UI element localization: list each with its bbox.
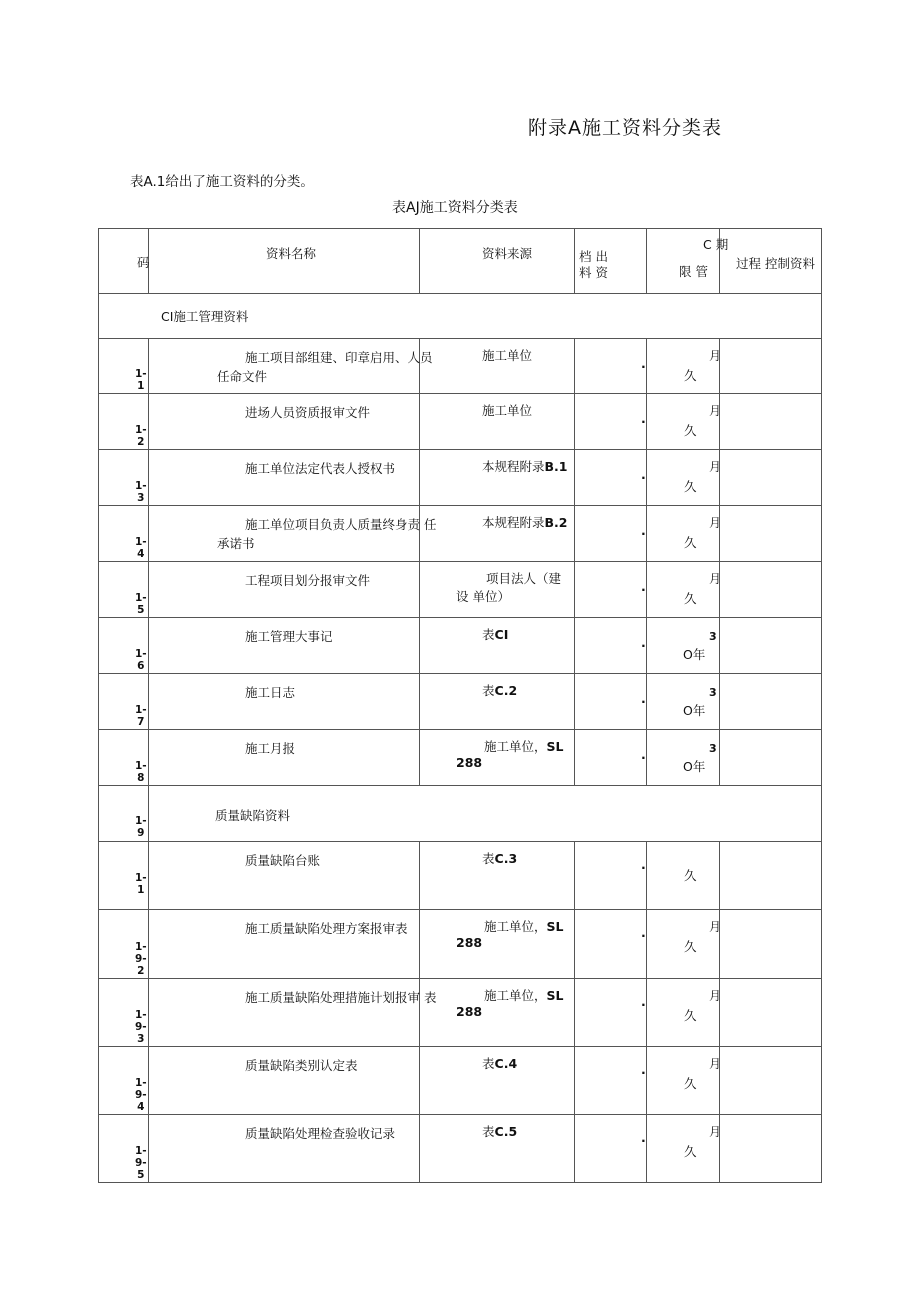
header-period-bottom: 限 管: [679, 264, 708, 279]
section-c1-cell: [99, 294, 822, 339]
header-name-cell: [149, 229, 420, 294]
row-name-line: 施工单位项目负责人质量终身责 任: [245, 517, 437, 532]
row-code-cell: [99, 339, 149, 394]
row-archive-mark: ·: [641, 1133, 646, 1148]
row-name-cell: [149, 674, 420, 730]
row-process-cell: [720, 674, 822, 730]
row-code: [135, 480, 147, 504]
row-period-cell: [647, 450, 720, 506]
row-archive-mark: ·: [641, 638, 646, 653]
row-source-line: 表CI: [482, 627, 509, 642]
row-period-value: 久: [684, 939, 697, 954]
row-code: [135, 760, 147, 784]
row-period-value: 久: [684, 1144, 697, 1159]
row-period-top: 月: [709, 1125, 722, 1139]
row-process-cell: [720, 450, 822, 506]
row-name-cell: [149, 394, 420, 450]
row-archive-cell: [575, 1047, 647, 1115]
row-code-line: 1-: [135, 704, 147, 716]
section-row-1-9: [99, 786, 822, 842]
row-archive-mark: ·: [641, 526, 646, 541]
row-source-line: 表C.5: [482, 1124, 518, 1139]
row-code: [135, 592, 147, 616]
row-code: [135, 648, 147, 672]
row-process-cell: [720, 979, 822, 1047]
row-code-line: 5: [137, 604, 145, 616]
table-row: [99, 910, 822, 979]
row-code-line: 3: [137, 1033, 145, 1045]
row-period-value: 久: [684, 1076, 697, 1091]
row-code-line: 9-: [135, 953, 147, 965]
section-19-title: 质量缺陷资料: [215, 808, 291, 823]
row-source-line: 表C.3: [482, 851, 518, 866]
row-archive-mark: ·: [641, 928, 646, 943]
row-code-line: 2: [137, 436, 145, 448]
table-row: [99, 339, 822, 394]
row-name-line: 施工质量缺陷处理方案报审表: [245, 921, 408, 936]
section-19-name-cell: [149, 786, 822, 842]
row-name: [149, 683, 449, 702]
row-name-cell: [149, 910, 420, 979]
row-process-cell: [720, 394, 822, 450]
row-code: [135, 1145, 147, 1181]
row-period-cell: [647, 506, 720, 562]
row-process-cell: [720, 842, 822, 910]
row-code-cell: [99, 506, 149, 562]
row-code-line: 4: [137, 1101, 145, 1113]
row-name-cell: [149, 1047, 420, 1115]
row-code: [135, 872, 147, 896]
row-name-cell: [149, 562, 420, 618]
row-code-line: 1-: [135, 760, 147, 772]
table-row: [99, 730, 822, 786]
row-code-line: 1-: [135, 480, 147, 492]
row-source-line: 施工单位: [482, 403, 533, 418]
section-19-code-cell: [99, 786, 149, 842]
row-code-line: 1-: [135, 648, 147, 660]
row-archive-mark: ·: [641, 694, 646, 709]
row-name-line: 工程项目划分报审文件: [245, 573, 371, 588]
row-process-cell: [720, 562, 822, 618]
row-period-value: O年: [683, 647, 706, 662]
row-period-top: 月: [709, 572, 722, 586]
header-source: 资料来源: [482, 246, 533, 261]
row-name-line: 施工管理大事记: [245, 629, 333, 644]
row-code-line: 8: [137, 772, 145, 784]
row-process-cell: [720, 506, 822, 562]
row-source-cell: [420, 562, 575, 618]
row-source-cell: [420, 1115, 575, 1183]
table-title: 表AJ施工资料分类表: [392, 200, 518, 216]
row-name: [149, 348, 449, 386]
table-row: [99, 979, 822, 1047]
row-archive-mark: ·: [641, 359, 646, 374]
row-period-top: 3: [709, 742, 717, 755]
row-name: [149, 515, 449, 553]
header-period-cell: [647, 229, 729, 294]
row-source-line: 施工单位，SL: [484, 919, 564, 934]
row-name-line: 施工单位法定代表人授权书: [245, 461, 396, 476]
row-period-value: 久: [684, 868, 697, 883]
row-code-line: 1-: [135, 424, 147, 436]
row-code-line: 1-: [135, 368, 147, 380]
table-row: [99, 674, 822, 730]
intro-text: 表A.1给出了施工资料的分类。: [130, 174, 314, 190]
row-name-line: 承诺书: [217, 536, 255, 551]
row-source-cell: [420, 1047, 575, 1115]
table-row: [99, 450, 822, 506]
header-source-cell: [420, 229, 575, 294]
row-period-cell: [647, 1115, 720, 1183]
classification-table: [98, 228, 822, 1183]
row-code-line: 1-: [135, 872, 147, 884]
row-name-line: 施工质量缺陷处理措施计划报审 表: [245, 990, 437, 1005]
row-period-cell: [647, 339, 720, 394]
header-process: 过程 控制资料: [736, 256, 815, 271]
row-archive-cell: [575, 730, 647, 786]
row-source-line: 本规程附录B.1: [482, 459, 568, 474]
row-period-cell: [647, 730, 720, 786]
row-code: [135, 368, 147, 392]
table-row: [99, 506, 822, 562]
row-period-top: 月: [709, 1057, 722, 1071]
row-code-cell: [99, 730, 149, 786]
row-name: [149, 459, 449, 478]
row-source-cell: [420, 674, 575, 730]
row-name: [149, 851, 449, 870]
row-archive-cell: [575, 506, 647, 562]
row-period-value: 久: [684, 479, 697, 494]
row-name-line: 施工月报: [245, 741, 296, 756]
row-name-line: 任命文件: [217, 369, 268, 384]
row-name-cell: [149, 506, 437, 562]
row-period-top: 月: [709, 349, 722, 363]
row-archive-cell: [575, 979, 647, 1047]
page-title: 附录A施工资料分类表: [528, 117, 722, 139]
row-code-line: 3: [137, 492, 145, 504]
row-archive-mark: ·: [641, 582, 646, 597]
row-name-cell: [149, 979, 437, 1047]
row-code: [135, 704, 147, 728]
row-source-line: 施工单位，SL: [484, 988, 564, 1003]
row-code-line: 1-: [135, 1145, 147, 1157]
header-archive-cell: [575, 229, 647, 294]
row-process-cell: [720, 910, 822, 979]
row-name-line: 质量缺陷类别认定表: [245, 1058, 358, 1073]
row-code-cell: [99, 674, 149, 730]
row-code-cell: [99, 562, 149, 618]
row-period-cell: [647, 910, 720, 979]
row-source-line: 本规程附录B.2: [482, 515, 568, 530]
row-archive-cell: [575, 394, 647, 450]
header-code: 码: [137, 255, 150, 270]
row-archive-cell: [575, 562, 647, 618]
row-period-value: O年: [683, 703, 706, 718]
row-source-cell: [420, 842, 575, 910]
row-period-cell: [647, 979, 720, 1047]
row-name: [149, 988, 449, 1007]
row-archive-mark: ·: [641, 750, 646, 765]
row-source-line: 施工单位，SL: [484, 739, 564, 754]
row-archive-mark: ·: [641, 860, 646, 875]
row-source-line: 288: [456, 1004, 483, 1019]
table-row: [99, 618, 822, 674]
row-name-cell: [149, 842, 420, 910]
row-source-cell: [420, 450, 575, 506]
row-name-line: 进场人员资质报审文件: [245, 405, 371, 420]
row-code-line: 1: [137, 884, 145, 896]
row-code-line: 6: [137, 660, 145, 672]
row-code-line: 4: [137, 548, 145, 560]
row-code-line: 1: [137, 380, 145, 392]
row-source-cell: [420, 618, 575, 674]
row-period-value: O年: [683, 759, 706, 774]
row-code-line: 5: [137, 1169, 145, 1181]
row-period-cell: [647, 1047, 720, 1115]
row-code: [135, 1077, 147, 1113]
row-period-cell: [647, 618, 720, 674]
row-process-cell: [720, 618, 822, 674]
row-archive-mark: ·: [641, 470, 646, 485]
row-name-line: 质量缺陷处理检查验收记录: [245, 1126, 396, 1141]
header-code-cell: [99, 229, 149, 294]
row-name-cell: [149, 450, 420, 506]
row-code-line: 2: [137, 965, 145, 977]
row-archive-cell: [575, 674, 647, 730]
section-row-c1: [99, 294, 822, 339]
row-code: [135, 536, 147, 560]
row-name-cell: [149, 1115, 420, 1183]
section-c1-title: CI施工管理资料: [161, 309, 249, 324]
header-period-top: C 期: [703, 237, 729, 252]
row-name: [149, 1124, 449, 1143]
row-code-line: 9-: [135, 1089, 147, 1101]
header-process-cell: [720, 229, 822, 294]
row-code: [135, 424, 147, 448]
row-code-line: 9-: [135, 1021, 147, 1033]
row-period-top: 月: [709, 989, 722, 1003]
row-name: [149, 571, 449, 590]
row-code-line: 1-: [135, 1009, 147, 1021]
table-row: [99, 1115, 822, 1183]
row-code-line: 1-: [135, 941, 147, 953]
row-archive-cell: [575, 618, 647, 674]
row-period-top: 月: [709, 460, 722, 474]
table-row: [99, 842, 822, 910]
row-code: [135, 1009, 147, 1045]
row-name: [149, 403, 449, 422]
row-source-line: 设 单位）: [456, 589, 510, 604]
row-period-top: 3: [709, 630, 717, 643]
row-archive-cell: [575, 910, 647, 979]
row-period-cell: [647, 674, 720, 730]
row-archive-mark: ·: [641, 1065, 646, 1080]
row-code-line: 1-: [135, 536, 147, 548]
row-period-top: 月: [709, 404, 722, 418]
row-source-line: 288: [456, 755, 483, 770]
row-archive-cell: [575, 842, 647, 910]
row-code-cell: [99, 394, 149, 450]
row-source-cell: [420, 730, 575, 786]
row-period-value: 久: [684, 423, 697, 438]
row-name: [149, 739, 449, 758]
row-process-cell: [720, 339, 822, 394]
row-code-cell: [99, 450, 149, 506]
row-source-line: 表C.2: [482, 683, 518, 698]
row-period-value: 久: [684, 1008, 697, 1023]
row-period-top: 月: [709, 516, 722, 530]
row-process-cell: [720, 1047, 822, 1115]
table-row: [99, 562, 822, 618]
row-period-cell: [647, 394, 720, 450]
row-name-cell: [149, 730, 420, 786]
row-code-cell: [99, 979, 149, 1047]
row-source-line: 施工单位: [482, 348, 533, 363]
row-archive-mark: ·: [641, 997, 646, 1012]
row-name: [149, 627, 449, 646]
row-source-line: 288: [456, 935, 483, 950]
row-period-value: 久: [684, 591, 697, 606]
row-process-cell: [720, 730, 822, 786]
row-name: [149, 919, 449, 938]
row-name-cell: [149, 618, 420, 674]
row-code-cell: [99, 842, 149, 910]
row-archive-mark: ·: [641, 414, 646, 429]
row-period-top: 3: [709, 686, 717, 699]
row-name-line: 施工日志: [245, 685, 296, 700]
row-code-cell: [99, 1115, 149, 1183]
row-period-cell: [647, 842, 720, 910]
row-source-cell: [420, 339, 575, 394]
header-archive-a: 档 出: [579, 249, 608, 264]
row-archive-cell: [575, 339, 647, 394]
row-name-cell: [149, 339, 433, 394]
row-archive-cell: [575, 450, 647, 506]
row-code-line: 1-: [135, 1077, 147, 1089]
row-source-cell: [420, 910, 575, 979]
row-code: [135, 941, 147, 977]
row-name-line: 质量缺陷台账: [245, 853, 321, 868]
row-source-cell: [420, 506, 575, 562]
row-period-value: 久: [684, 368, 697, 383]
row-code-line: 1-: [135, 592, 147, 604]
row-name: [149, 1056, 449, 1075]
row-period-top: 月: [709, 920, 722, 934]
row-source-line: 项目法人（建: [486, 571, 562, 586]
header-name: 资料名称: [266, 246, 317, 261]
header-row: [99, 229, 822, 294]
row-code-line: 7: [137, 716, 145, 728]
header-archive-b: 料 资: [579, 265, 608, 280]
row-period-value: 久: [684, 535, 697, 550]
row-source-cell: [420, 394, 575, 450]
row-code-cell: [99, 618, 149, 674]
row-process-cell: [720, 1115, 822, 1183]
row-source-cell: [420, 979, 575, 1047]
row-source-line: 表C.4: [482, 1056, 518, 1071]
section-19-code: 1- 9: [135, 815, 147, 839]
table-row: [99, 394, 822, 450]
row-period-cell: [647, 562, 720, 618]
row-archive-cell: [575, 1115, 647, 1183]
row-name-line: 施工项目部组建、印章启用、人员: [245, 350, 433, 365]
row-code-cell: [99, 910, 149, 979]
table-row: [99, 1047, 822, 1115]
row-code-cell: [99, 1047, 149, 1115]
row-code-line: 9-: [135, 1157, 147, 1169]
